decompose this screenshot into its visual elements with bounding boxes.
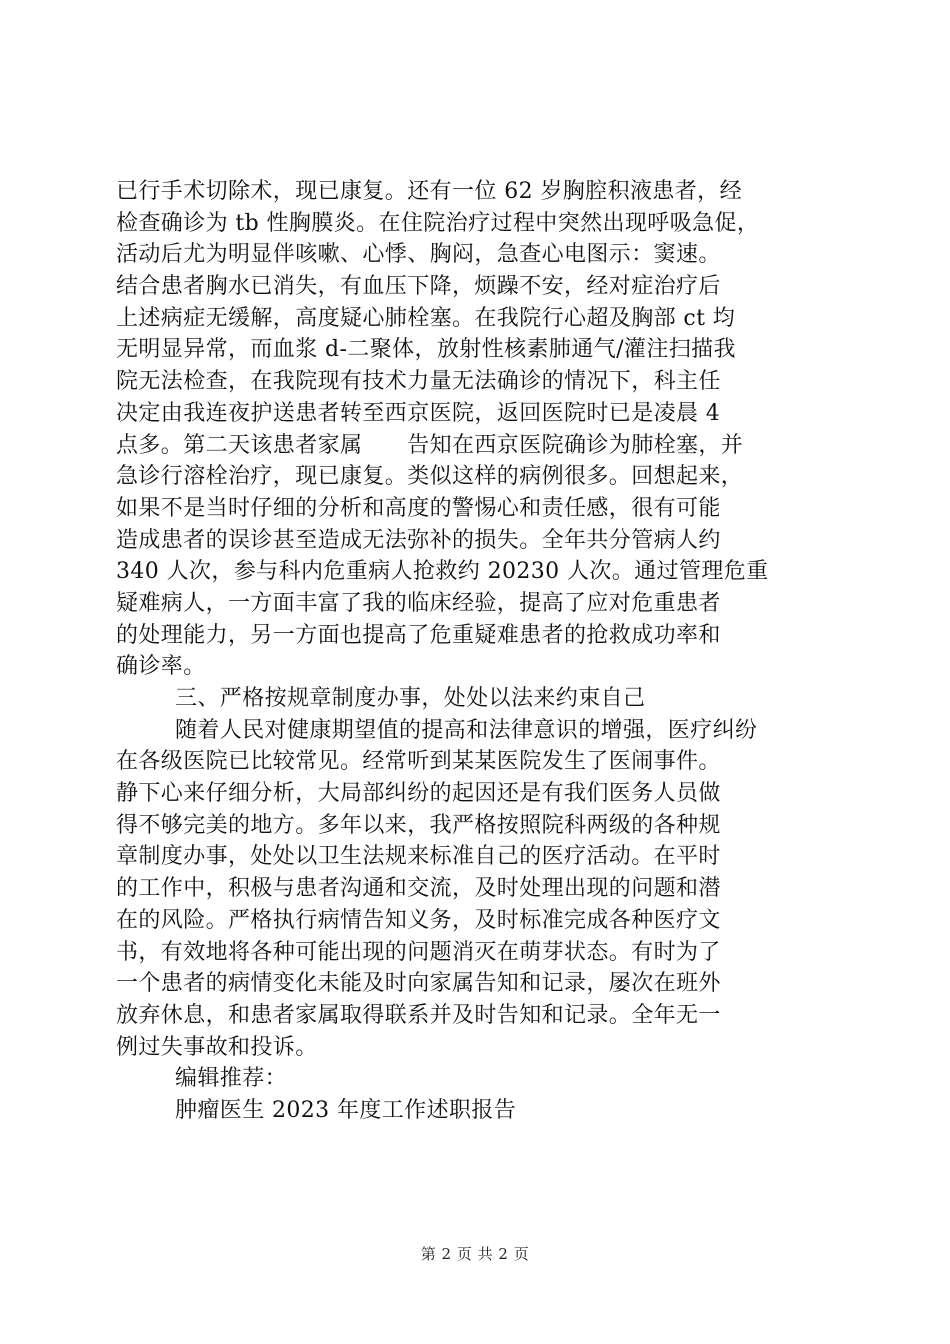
text-line: 已行手术切除术，现已康复。还有一位 62 岁胸腔积液患者，经 xyxy=(116,179,742,204)
text-line: 在各级医院已比较常见。经常听到某某医院发生了医闹事件。 xyxy=(116,749,721,775)
page-footer: 第 2 页 共 2 页 xyxy=(420,1245,530,1263)
text-line: 确诊率。 xyxy=(116,654,206,680)
editor-recommendation-label: 编辑推荐： xyxy=(175,1066,288,1092)
text-line: 造成患者的误诊甚至造成无法弥补的损失。全年共分管病人约 xyxy=(116,527,721,553)
text-line: 例过失事故和投诉。 xyxy=(116,1034,318,1060)
text-line: 一个患者的病情变化未能及时向家属告知和记录，屡次在班外 xyxy=(116,971,721,997)
text-line: 如果不是当时仔细的分析和高度的警惕心和责任感，很有可能 xyxy=(116,495,721,521)
section-heading: 三、严格按规章制度办事，处处以法来约束自己 xyxy=(175,686,646,711)
text-line: 决定由我连夜护送患者转至西京医院，返回医院时已是凌晨 4 xyxy=(116,400,721,426)
text-line: 放弃休息，和患者家属取得联系并及时告知和记录。全年无一 xyxy=(116,1002,721,1028)
text-line: 无明显异常，而血浆 d-二聚体，放射性核素肺通气/灌注扫描我 xyxy=(116,337,736,363)
text-line: 静下心来仔细分析，大局部纠纷的起因还是有我们医务人员做 xyxy=(116,781,721,807)
text-line: 结合患者胸水已消失，有血压下降，烦躁不安，经对症治疗后 xyxy=(116,274,721,300)
text-line: 院无法检查，在我院现有技术力量无法确诊的情况下，科主任 xyxy=(116,369,721,395)
text-line: 点多。第二天该患者家属 告知在西京医院确诊为肺栓塞，并 xyxy=(116,432,744,458)
text-line: 340 人次，参与科内危重病人抢救约 20230 人次。通过管理危重 xyxy=(116,559,769,585)
text-line: 的工作中，积极与患者沟通和交流，及时处理出现的问题和潜 xyxy=(116,876,721,902)
text-line: 书，有效地将各种可能出现的问题消灭在萌芽状态。有时为了 xyxy=(116,939,721,965)
text-line: 检查确诊为 tb 性胸膜炎。在住院治疗过程中突然出现呼吸急促， xyxy=(116,210,760,236)
text-line: 的处理能力，另一方面也提高了危重疑难患者的抢救成功率和 xyxy=(116,622,721,648)
text-line: 活动后尤为明显伴咳嗽、心悸、胸闷，急查心电图示：窦速。 xyxy=(116,242,721,268)
text-line: 急诊行溶栓治疗，现已康复。类似这样的病例很多。回想起来， xyxy=(116,464,744,490)
text-line: 随着人民对健康期望值的提高和法律意识的增强，医疗纠纷 xyxy=(175,717,758,743)
document-body xyxy=(116,176,846,1127)
text-line: 上述病症无缓解，高度疑心肺栓塞。在我院行心超及胸部 ct 均 xyxy=(116,305,736,331)
text-line: 在的风险。严格执行病情告知义务，及时标准完成各种医疗文 xyxy=(116,907,721,933)
recommended-article-link[interactable]: 肿瘤医生 2023 年度工作述职报告 xyxy=(175,1097,517,1123)
text-line: 疑难病人，一方面丰富了我的临床经验，提高了应对危重患者 xyxy=(116,590,721,616)
text-line: 章制度办事，处处以卫生法规来标准自己的医疗活动。在平时 xyxy=(116,844,721,870)
text-line: 得不够完美的地方。多年以来，我严格按照院科两级的各种规 xyxy=(116,812,721,838)
